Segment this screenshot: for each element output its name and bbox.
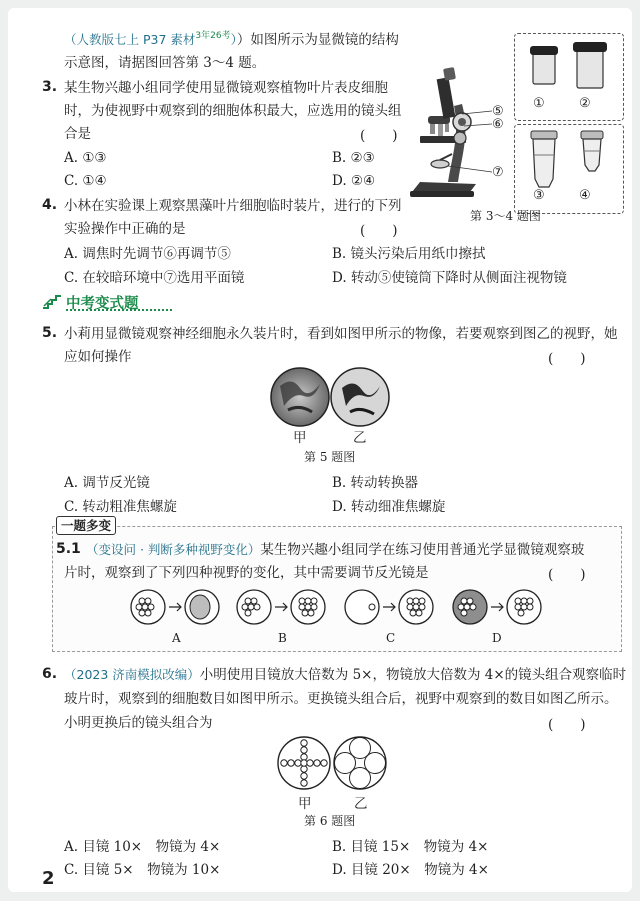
q3-number: 3.	[42, 79, 58, 95]
intro-source: （人教版七上 P37 素材	[64, 32, 196, 47]
q4-option-a[interactable]: A. 调焦时先调节⑥再调节⑤	[64, 246, 231, 262]
lens-label-2: ②	[579, 96, 591, 111]
lens-label-3: ③	[533, 188, 545, 203]
objective-box	[514, 124, 624, 214]
q6-line-3: 小明更换后的镜头组合为	[64, 715, 213, 731]
q6-option-d[interactable]: D. 目镜 20× 物镜为 4×	[332, 862, 489, 878]
q4-option-b[interactable]: B. 镜头污染后用纸巾擦拭	[332, 246, 486, 262]
q5-fig-label-yi: 乙	[353, 430, 367, 446]
q5-number: 5.	[42, 325, 58, 341]
fig34-label-7: ⑦	[492, 165, 504, 180]
intro-text-1: ）如图所示为显微镜的结构	[236, 32, 399, 48]
section-title: 中考变式题	[66, 296, 139, 312]
q4-option-d[interactable]: D. 转动⑤使镜筒下降时从侧面注视物镜	[332, 270, 567, 286]
q5-option-c[interactable]: C. 转动粗准焦螺旋	[64, 499, 177, 515]
q4-line-1: 小林在实验课上观察黑藻叶片细胞临时装片，进行的下列	[64, 198, 402, 214]
workbook-page	[8, 8, 632, 892]
intro-line-1: （人教版七上 P37 素材$^{3年26考}$））如图所示为显微镜的结构	[64, 31, 399, 48]
variant-number: 5.1	[56, 541, 81, 557]
variant-option-c[interactable]: C	[386, 631, 396, 645]
variant-option-b[interactable]: B	[278, 631, 287, 645]
q6-text-1: 小明使用目镜放大倍数为 5×，物镜放大倍数为 4×的镜头组合观察临时	[199, 667, 627, 683]
variant-line-1	[86, 540, 584, 560]
eyepiece-box	[514, 33, 624, 121]
q5-fig-label-jia: 甲	[293, 430, 307, 446]
q3-option-d[interactable]: D. ②④	[332, 173, 376, 189]
q6-option-b[interactable]: B. 目镜 15× 物镜为 4×	[332, 839, 489, 855]
q5-option-b[interactable]: B. 转动转换器	[332, 475, 419, 491]
q6-source: （2023 济南模拟改编）	[64, 667, 200, 682]
q6-number: 6.	[42, 666, 58, 682]
q5-line-2: 应如何操作	[64, 349, 132, 365]
variant-text-1: 某生物兴趣小组同学在练习使用普通光学显微镜观察玻	[260, 542, 585, 558]
eyepiece-lenses	[515, 34, 623, 120]
q6-option-a[interactable]: A. 目镜 10× 物镜为 4×	[64, 839, 221, 855]
q6-line-1	[64, 665, 626, 685]
q3-line-1: 某生物兴趣小组同学使用显微镜观察植物叶片表皮细胞	[64, 80, 388, 96]
q5-option-a[interactable]: A. 调节反光镜	[64, 475, 150, 491]
intro-line-2: 示意图，请据图回答第 3～4 题。	[64, 55, 266, 71]
section-stairs-icon	[42, 294, 62, 310]
q4-number: 4.	[42, 197, 58, 213]
q3-option-a[interactable]: A. ①③	[64, 150, 107, 166]
fig34-label-5: ⑤	[492, 104, 504, 119]
page-number: 2	[42, 868, 55, 889]
fig34-label-6: ⑥	[492, 117, 504, 132]
variant-option-d[interactable]: D	[492, 631, 502, 645]
q5-answer-paren[interactable]: ( )	[548, 351, 586, 367]
lens-label-1: ①	[533, 96, 545, 111]
q5-line-1: 小莉用显微镜观察神经细胞永久装片时，看到如图甲所示的物像，若要观察到图乙的视野，她	[64, 326, 618, 342]
fig34-caption: 第 3～4 题图	[470, 209, 541, 223]
q5-option-d[interactable]: D. 转动细准焦螺旋	[332, 499, 446, 515]
q4-line-2: 实验操作中正确的是	[64, 221, 186, 237]
q6-figure	[276, 734, 388, 792]
q3-line-3: 合是	[64, 126, 91, 142]
variant-answer-paren[interactable]: ( )	[548, 567, 586, 583]
q3-answer-paren[interactable]: ( )	[360, 128, 398, 144]
q3-line-2: 时，为使视野中观察到的细胞体积最大，应选用的镜头组	[64, 103, 402, 119]
q6-line-2: 玻片时，观察到的细胞数目如图甲所示。更换镜头组合后，视野中观察到的数目如图乙所示。	[64, 691, 618, 707]
q4-option-c[interactable]: C. 在较暗环境中⑦选用平面镜	[64, 270, 245, 286]
objective-lenses	[515, 125, 623, 213]
q6-option-c[interactable]: C. 目镜 5× 物镜为 10×	[64, 862, 221, 878]
q6-answer-paren[interactable]: ( )	[548, 717, 586, 733]
variant-line-2: 片时，观察到了下列四种视野的变化，其中需要调节反光镜是	[64, 565, 429, 581]
q5-caption: 第 5 题图	[304, 450, 356, 464]
q6-caption: 第 6 题图	[304, 814, 356, 828]
section-underline	[66, 309, 172, 311]
q6-fig-label-jia: 甲	[298, 796, 312, 812]
lens-label-4: ④	[579, 188, 591, 203]
q4-answer-paren[interactable]: ( )	[360, 223, 398, 239]
variant-label: 一题多变	[56, 516, 116, 535]
intro-source-sup: 3年26考	[195, 31, 231, 41]
q3-option-b[interactable]: B. ②③	[332, 150, 375, 166]
q6-fig-label-yi: 乙	[354, 796, 368, 812]
variant-source: （变设问 · 判断多种视野变化）	[86, 542, 261, 557]
variant-fields-figure	[126, 588, 546, 626]
q5-figure	[270, 366, 390, 428]
q3-option-c[interactable]: C. ①④	[64, 173, 107, 189]
variant-option-a[interactable]: A	[172, 631, 181, 645]
